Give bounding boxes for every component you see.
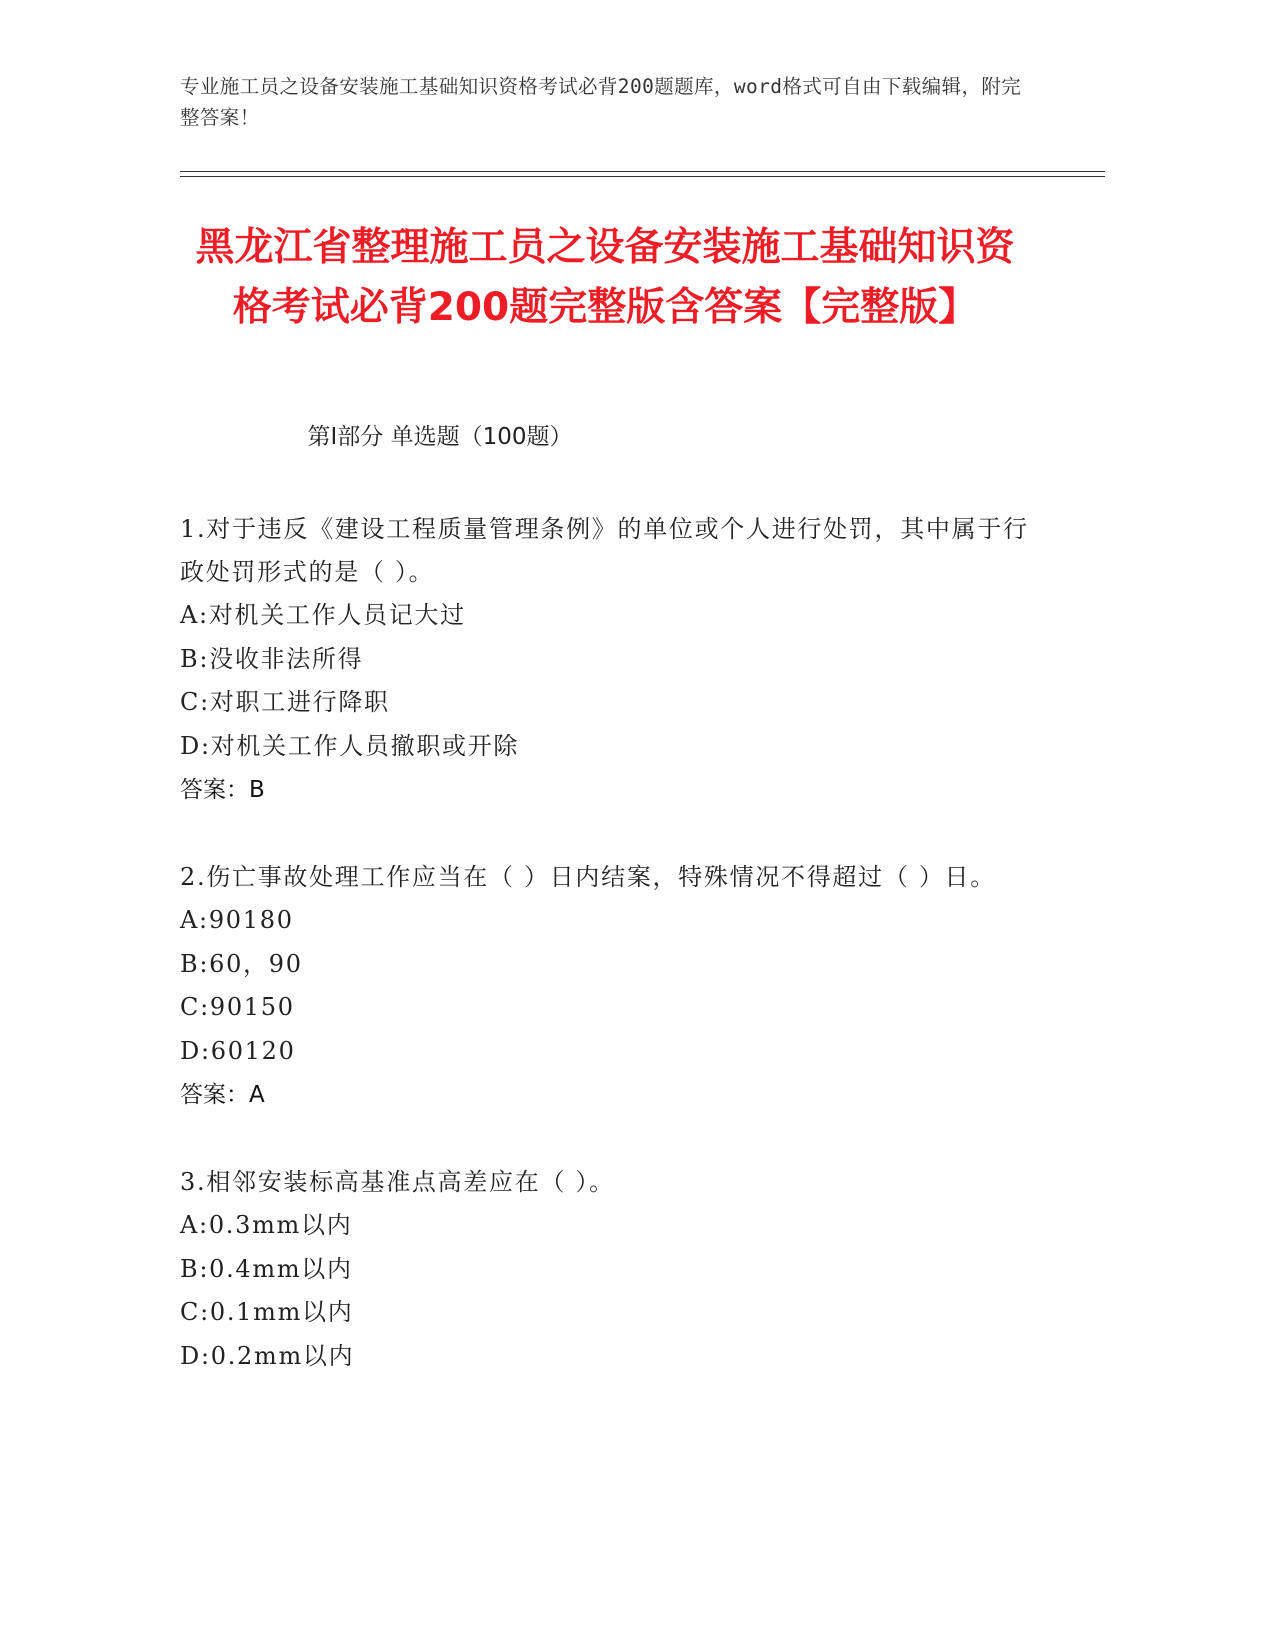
question-stem: 2.伤亡事故处理工作应当在（ ）日内结案，特殊情况不得超过（ ）日。 — [180, 863, 996, 891]
answer-label: 答案：A — [180, 1082, 265, 1108]
question-item — [180, 508, 1030, 812]
answer-label: 答案：B — [180, 777, 265, 803]
option-c: C:90150 — [180, 993, 295, 1021]
question-list — [180, 508, 1030, 1422]
option-a: A:90180 — [180, 906, 294, 934]
question-stem: 1.对于违反《建设工程质量管理条例》的单位或个人进行处罚，其中属于行政处罚形式的是（ ）。 — [180, 515, 1029, 586]
option-c: C:对职工进行降职 — [180, 688, 390, 716]
option-d: D:60120 — [180, 1036, 296, 1065]
document-title: 黑龙江省整理施工员之设备安装施工基础知识资格考试必背200题完整版含答案【完整版】 — [195, 225, 1015, 330]
header-divider-top — [180, 171, 1105, 172]
option-a: A:0.3mm以内 — [180, 1211, 353, 1239]
question-item — [180, 1161, 1030, 1378]
option-b: B:0.4mm以内 — [180, 1254, 353, 1283]
header-note: 专业施工员之设备安装施工基础知识资格考试必背200题题库，word格式可自由下载编辑，附完整答案！ — [180, 75, 1022, 129]
section-heading: 第I部分 单选题（100题） — [307, 424, 573, 450]
option-a: A:对机关工作人员记大过 — [180, 601, 466, 629]
option-c: C:0.1mm以内 — [180, 1298, 354, 1326]
option-d: D:0.2mm以内 — [180, 1341, 355, 1370]
question-item — [180, 856, 1030, 1117]
option-d: D:对机关工作人员撤职或开除 — [180, 731, 520, 760]
question-stem: 3.相邻安装标高基准点高差应在（ ）。 — [180, 1168, 615, 1196]
option-b: B:60，90 — [180, 949, 303, 978]
option-b: B:没收非法所得 — [180, 644, 364, 673]
header-divider-bottom — [180, 176, 1105, 177]
